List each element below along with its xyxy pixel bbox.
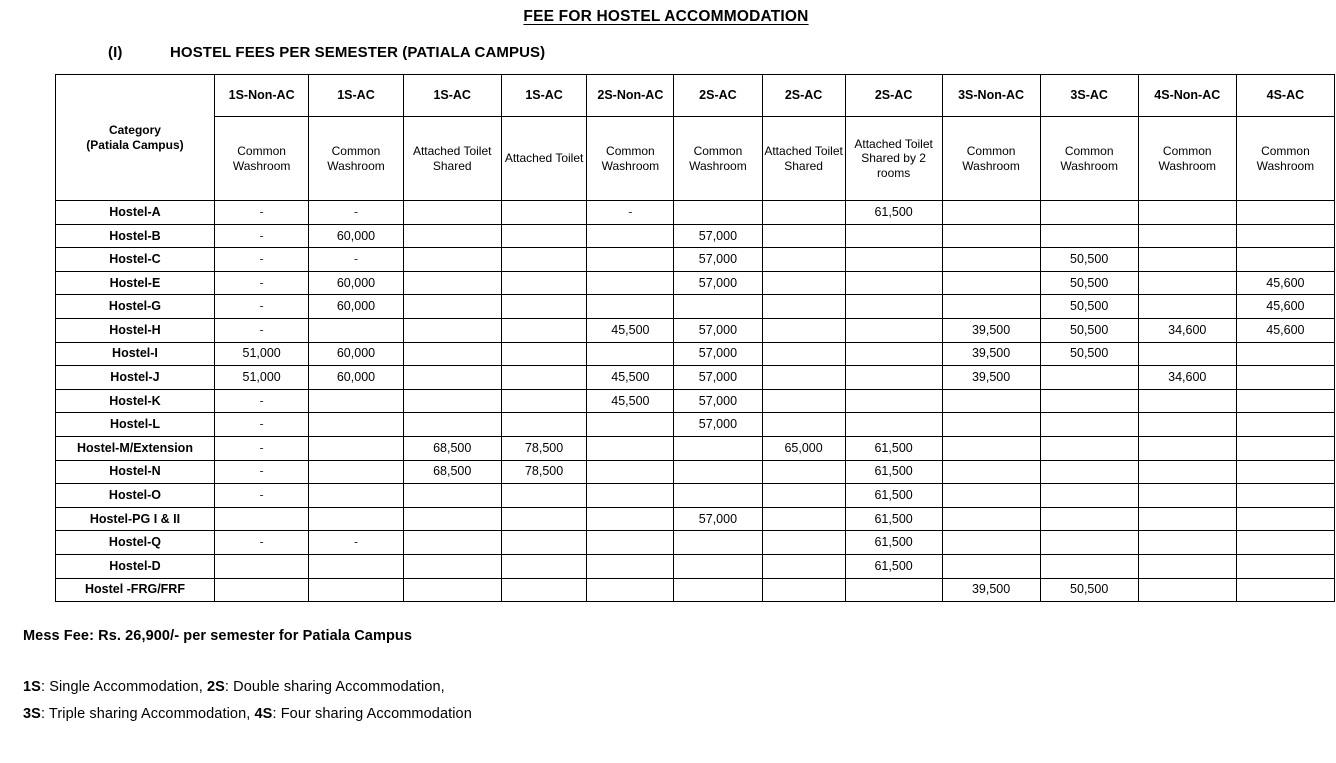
row-label: Hostel-G xyxy=(56,295,215,319)
fee-cell xyxy=(501,366,587,390)
fee-cell xyxy=(309,318,403,342)
row-label: Hostel-E xyxy=(56,271,215,295)
fee-table-container xyxy=(0,74,1336,602)
fee-cell: 61,500 xyxy=(845,460,942,484)
row-label: Hostel-B xyxy=(56,224,215,248)
fee-cell: 50,500 xyxy=(1040,342,1138,366)
fee-cell xyxy=(1138,554,1236,578)
fee-cell xyxy=(1138,413,1236,437)
fee-cell: - xyxy=(214,484,308,508)
fee-cell xyxy=(403,531,501,555)
fee-cell: - xyxy=(309,201,403,225)
column-header-sub-9: Common Washroom xyxy=(942,117,1040,201)
fee-cell xyxy=(403,366,501,390)
fee-cell xyxy=(1236,248,1334,272)
fee-cell xyxy=(942,507,1040,531)
table-row xyxy=(56,224,1335,248)
fee-cell xyxy=(1040,436,1138,460)
fee-cell xyxy=(845,248,942,272)
fee-cell: 61,500 xyxy=(845,531,942,555)
fee-cell xyxy=(845,224,942,248)
fee-cell xyxy=(309,413,403,437)
table-row xyxy=(56,248,1335,272)
fee-cell xyxy=(587,554,674,578)
fee-cell xyxy=(1040,201,1138,225)
fee-cell xyxy=(762,413,845,437)
fee-cell xyxy=(309,460,403,484)
fee-cell xyxy=(403,342,501,366)
fee-cell xyxy=(674,484,762,508)
fee-cell xyxy=(762,295,845,319)
table-row xyxy=(56,318,1335,342)
column-header-top-10: 3S-AC xyxy=(1040,75,1138,117)
column-header-sub-5: Common Washroom xyxy=(587,117,674,201)
row-label: Hostel-PG I & II xyxy=(56,507,215,531)
fee-cell: 45,500 xyxy=(587,366,674,390)
fee-cell xyxy=(942,460,1040,484)
fee-cell xyxy=(309,436,403,460)
fee-cell xyxy=(501,295,587,319)
fee-cell xyxy=(845,342,942,366)
page-title-text: FEE FOR HOSTEL ACCOMMODATION xyxy=(523,8,809,25)
fee-cell: 34,600 xyxy=(1138,318,1236,342)
fee-cell xyxy=(674,460,762,484)
mess-fee-note: Mess Fee: Rs. 26,900/- per semester for Patiala Campus xyxy=(23,628,413,645)
fee-cell: 50,500 xyxy=(1040,578,1138,602)
fee-cell xyxy=(942,413,1040,437)
legend-4s-key: 4S xyxy=(254,705,273,722)
fee-cell xyxy=(942,224,1040,248)
fee-cell xyxy=(762,271,845,295)
fee-cell: 61,500 xyxy=(845,436,942,460)
fee-cell xyxy=(403,318,501,342)
table-row xyxy=(56,413,1335,437)
column-header-top-7: 2S-AC xyxy=(762,75,845,117)
fee-cell xyxy=(501,484,587,508)
fee-cell xyxy=(587,342,674,366)
fee-cell xyxy=(1138,436,1236,460)
section-label: HOSTEL FEES PER SEMESTER (PATIALA CAMPUS) xyxy=(170,44,546,61)
fee-cell: 60,000 xyxy=(309,224,403,248)
fee-cell xyxy=(845,413,942,437)
fee-cell: 57,000 xyxy=(674,413,762,437)
fee-cell xyxy=(501,578,587,602)
column-header-sub-7: Attached Toilet Shared xyxy=(762,117,845,201)
fee-cell xyxy=(845,295,942,319)
row-label: Hostel-M/Extension xyxy=(56,436,215,460)
table-header xyxy=(56,75,1335,201)
column-header-sub-3: Attached Toilet Shared xyxy=(403,117,501,201)
fee-cell xyxy=(403,389,501,413)
fee-cell xyxy=(942,554,1040,578)
fee-cell xyxy=(587,271,674,295)
fee-cell xyxy=(501,224,587,248)
fee-cell xyxy=(762,484,845,508)
table-row xyxy=(56,342,1335,366)
section-number: (I) xyxy=(108,44,123,61)
fee-cell xyxy=(1236,578,1334,602)
legend-block xyxy=(23,674,1336,728)
fee-cell xyxy=(587,578,674,602)
fee-cell xyxy=(762,201,845,225)
fee-cell: 45,500 xyxy=(587,389,674,413)
fee-cell xyxy=(587,460,674,484)
page-title xyxy=(0,0,1336,26)
fee-cell xyxy=(1236,484,1334,508)
fee-cell xyxy=(762,531,845,555)
fee-cell xyxy=(501,248,587,272)
fee-cell: 68,500 xyxy=(403,460,501,484)
table-row xyxy=(56,507,1335,531)
header-row-sub xyxy=(56,117,1335,201)
fee-cell: 57,000 xyxy=(674,389,762,413)
fee-cell xyxy=(587,436,674,460)
fee-cell xyxy=(942,271,1040,295)
fee-cell xyxy=(1236,224,1334,248)
row-label: Hostel-K xyxy=(56,389,215,413)
hostel-fee-table xyxy=(55,74,1335,602)
column-header-sub-6: Common Washroom xyxy=(674,117,762,201)
fee-cell: 45,600 xyxy=(1236,318,1334,342)
row-label: Hostel-A xyxy=(56,201,215,225)
fee-cell: 57,000 xyxy=(674,248,762,272)
fee-cell xyxy=(501,531,587,555)
column-header-top-8: 2S-AC xyxy=(845,75,942,117)
fee-cell xyxy=(1138,342,1236,366)
fee-cell: 57,000 xyxy=(674,224,762,248)
fee-cell xyxy=(587,507,674,531)
fee-cell: 45,600 xyxy=(1236,271,1334,295)
fee-cell: 57,000 xyxy=(674,366,762,390)
fee-cell xyxy=(762,342,845,366)
table-row xyxy=(56,460,1335,484)
fee-cell xyxy=(1236,507,1334,531)
row-label: Hostel-L xyxy=(56,413,215,437)
fee-cell xyxy=(1236,201,1334,225)
fee-cell xyxy=(1236,436,1334,460)
column-header-top-5: 2S-Non-AC xyxy=(587,75,674,117)
table-row xyxy=(56,436,1335,460)
fee-cell xyxy=(762,554,845,578)
fee-cell xyxy=(1236,389,1334,413)
row-label: Hostel-J xyxy=(56,366,215,390)
column-header-sub-2: Common Washroom xyxy=(309,117,403,201)
fee-cell: 61,500 xyxy=(845,554,942,578)
table-row xyxy=(56,295,1335,319)
fee-cell: 57,000 xyxy=(674,271,762,295)
fee-cell xyxy=(501,318,587,342)
column-header-top-4: 1S-AC xyxy=(501,75,587,117)
fee-cell: - xyxy=(214,460,308,484)
fee-cell: - xyxy=(214,318,308,342)
fee-cell: - xyxy=(309,531,403,555)
fee-cell: 51,000 xyxy=(214,342,308,366)
fee-cell xyxy=(1040,366,1138,390)
fee-cell xyxy=(214,507,308,531)
legend-line-2 xyxy=(23,701,1336,728)
fee-cell xyxy=(1040,413,1138,437)
fee-cell xyxy=(403,248,501,272)
fee-cell xyxy=(1138,460,1236,484)
fee-cell: - xyxy=(309,248,403,272)
table-row xyxy=(56,531,1335,555)
fee-cell xyxy=(1138,201,1236,225)
fee-cell xyxy=(942,248,1040,272)
column-header-sub-12: Common Washroom xyxy=(1236,117,1334,201)
fee-cell: 45,500 xyxy=(587,318,674,342)
fee-cell xyxy=(845,271,942,295)
fee-cell xyxy=(1236,342,1334,366)
fee-cell xyxy=(309,554,403,578)
fee-cell xyxy=(1040,389,1138,413)
fee-cell xyxy=(1138,389,1236,413)
fee-cell xyxy=(587,484,674,508)
fee-cell xyxy=(674,436,762,460)
fee-cell xyxy=(762,460,845,484)
legend-1s-key: 1S xyxy=(23,679,41,696)
fee-cell xyxy=(1236,531,1334,555)
row-label: Hostel-Q xyxy=(56,531,215,555)
fee-cell xyxy=(309,578,403,602)
row-label: Hostel-H xyxy=(56,318,215,342)
fee-cell: 60,000 xyxy=(309,366,403,390)
fee-cell xyxy=(403,484,501,508)
fee-cell: - xyxy=(214,201,308,225)
column-header-top-3: 1S-AC xyxy=(403,75,501,117)
fee-cell xyxy=(762,318,845,342)
legend-2s-desc: : Double sharing Accommodation, xyxy=(224,679,445,696)
fee-cell xyxy=(845,318,942,342)
legend-2s-key: 2S xyxy=(206,679,225,696)
fee-cell xyxy=(1040,531,1138,555)
fee-cell xyxy=(1236,413,1334,437)
fee-cell: 50,500 xyxy=(1040,295,1138,319)
fee-cell xyxy=(501,342,587,366)
fee-cell xyxy=(762,578,845,602)
fee-cell: 61,500 xyxy=(845,484,942,508)
column-header-top-11: 4S-Non-AC xyxy=(1138,75,1236,117)
fee-cell: 57,000 xyxy=(674,318,762,342)
fee-cell xyxy=(1138,484,1236,508)
table-row xyxy=(56,578,1335,602)
fee-cell: 51,000 xyxy=(214,366,308,390)
fee-cell: - xyxy=(214,224,308,248)
fee-cell xyxy=(762,366,845,390)
fee-cell: 61,500 xyxy=(845,507,942,531)
notes-section xyxy=(0,628,1336,728)
fee-cell xyxy=(501,507,587,531)
row-label: Hostel -FRG/FRF xyxy=(56,578,215,602)
fee-cell: 60,000 xyxy=(309,342,403,366)
fee-cell: 57,000 xyxy=(674,342,762,366)
table-row xyxy=(56,201,1335,225)
column-header-sub-10: Common Washroom xyxy=(1040,117,1138,201)
fee-cell xyxy=(403,507,501,531)
column-header-top-9: 3S-Non-AC xyxy=(942,75,1040,117)
table-row xyxy=(56,484,1335,508)
fee-cell xyxy=(1138,295,1236,319)
fee-cell xyxy=(1040,554,1138,578)
fee-cell: - xyxy=(214,531,308,555)
fee-cell: - xyxy=(214,413,308,437)
fee-cell xyxy=(845,389,942,413)
legend-1s-desc: : Single Accommodation, xyxy=(40,679,207,696)
legend-line-1 xyxy=(23,674,1336,701)
fee-cell: 39,500 xyxy=(942,366,1040,390)
fee-cell xyxy=(1138,507,1236,531)
section-heading xyxy=(0,44,1336,61)
fee-cell xyxy=(674,531,762,555)
fee-cell: 60,000 xyxy=(309,295,403,319)
fee-cell xyxy=(587,248,674,272)
fee-cell: 61,500 xyxy=(845,201,942,225)
fee-cell xyxy=(674,295,762,319)
fee-cell xyxy=(1040,224,1138,248)
column-header-top-2: 1S-AC xyxy=(309,75,403,117)
fee-cell xyxy=(1040,507,1138,531)
corner-header xyxy=(56,75,215,201)
fee-cell xyxy=(942,295,1040,319)
fee-cell: 78,500 xyxy=(501,460,587,484)
fee-cell xyxy=(1138,248,1236,272)
fee-cell xyxy=(674,578,762,602)
fee-cell xyxy=(403,271,501,295)
fee-cell xyxy=(587,295,674,319)
corner-header-line1: Category xyxy=(108,123,161,138)
fee-cell xyxy=(1138,531,1236,555)
fee-cell: - xyxy=(587,201,674,225)
row-label: Hostel-I xyxy=(56,342,215,366)
header-row-top xyxy=(56,75,1335,117)
legend-3s-desc: : Triple sharing Accommodation, xyxy=(40,705,255,722)
fee-cell: 39,500 xyxy=(942,578,1040,602)
fee-cell xyxy=(942,436,1040,460)
fee-cell xyxy=(845,366,942,390)
fee-cell xyxy=(942,201,1040,225)
fee-cell xyxy=(403,554,501,578)
fee-cell: 68,500 xyxy=(403,436,501,460)
column-header-sub-4: Attached Toilet xyxy=(501,117,587,201)
fee-cell xyxy=(214,554,308,578)
row-label: Hostel-N xyxy=(56,460,215,484)
fee-cell xyxy=(501,554,587,578)
fee-cell: 39,500 xyxy=(942,342,1040,366)
fee-cell xyxy=(762,248,845,272)
fee-cell xyxy=(501,413,587,437)
fee-cell xyxy=(942,389,1040,413)
fee-cell: 78,500 xyxy=(501,436,587,460)
fee-cell: 50,500 xyxy=(1040,248,1138,272)
fee-cell xyxy=(762,389,845,413)
table-body xyxy=(56,201,1335,602)
legend-3s-key: 3S xyxy=(23,705,41,722)
fee-cell xyxy=(674,554,762,578)
fee-cell xyxy=(1040,460,1138,484)
fee-cell: 65,000 xyxy=(762,436,845,460)
fee-cell xyxy=(403,413,501,437)
fee-cell xyxy=(309,484,403,508)
row-label: Hostel-C xyxy=(56,248,215,272)
fee-cell xyxy=(762,507,845,531)
fee-cell xyxy=(587,413,674,437)
fee-cell: 45,600 xyxy=(1236,295,1334,319)
fee-cell xyxy=(1040,484,1138,508)
fee-cell xyxy=(942,484,1040,508)
row-label: Hostel-D xyxy=(56,554,215,578)
fee-cell xyxy=(1138,271,1236,295)
fee-cell xyxy=(942,531,1040,555)
fee-cell: - xyxy=(214,248,308,272)
fee-cell: - xyxy=(214,271,308,295)
fee-cell xyxy=(403,295,501,319)
table-row xyxy=(56,271,1335,295)
corner-header-line2: (Patiala Campus) xyxy=(86,137,184,152)
column-header-top-1: 1S-Non-AC xyxy=(214,75,308,117)
fee-cell: 50,500 xyxy=(1040,318,1138,342)
fee-cell: - xyxy=(214,295,308,319)
legend-4s-desc: : Four sharing Accommodation xyxy=(272,705,472,722)
fee-cell xyxy=(403,578,501,602)
fee-cell xyxy=(1236,554,1334,578)
table-row xyxy=(56,389,1335,413)
row-label: Hostel-O xyxy=(56,484,215,508)
fee-cell: - xyxy=(214,436,308,460)
fee-cell: 60,000 xyxy=(309,271,403,295)
fee-cell xyxy=(403,201,501,225)
fee-cell xyxy=(674,201,762,225)
table-row xyxy=(56,554,1335,578)
fee-cell xyxy=(214,578,308,602)
column-header-sub-11: Common Washroom xyxy=(1138,117,1236,201)
fee-cell xyxy=(587,531,674,555)
table-row xyxy=(56,366,1335,390)
column-header-sub-8: Attached Toilet Shared by 2 rooms xyxy=(845,117,942,201)
fee-cell: 39,500 xyxy=(942,318,1040,342)
column-header-top-6: 2S-AC xyxy=(674,75,762,117)
fee-cell: 50,500 xyxy=(1040,271,1138,295)
fee-cell xyxy=(501,201,587,225)
fee-cell: 57,000 xyxy=(674,507,762,531)
fee-cell xyxy=(1138,224,1236,248)
fee-cell xyxy=(1236,366,1334,390)
column-header-top-12: 4S-AC xyxy=(1236,75,1334,117)
fee-cell xyxy=(501,389,587,413)
fee-cell: 34,600 xyxy=(1138,366,1236,390)
fee-cell xyxy=(403,224,501,248)
fee-cell xyxy=(1138,578,1236,602)
fee-cell: - xyxy=(214,389,308,413)
fee-cell xyxy=(309,389,403,413)
fee-cell xyxy=(309,507,403,531)
fee-cell xyxy=(501,271,587,295)
column-header-sub-1: Common Washroom xyxy=(214,117,308,201)
fee-cell xyxy=(762,224,845,248)
fee-cell xyxy=(587,224,674,248)
fee-cell xyxy=(845,578,942,602)
fee-cell xyxy=(1236,460,1334,484)
